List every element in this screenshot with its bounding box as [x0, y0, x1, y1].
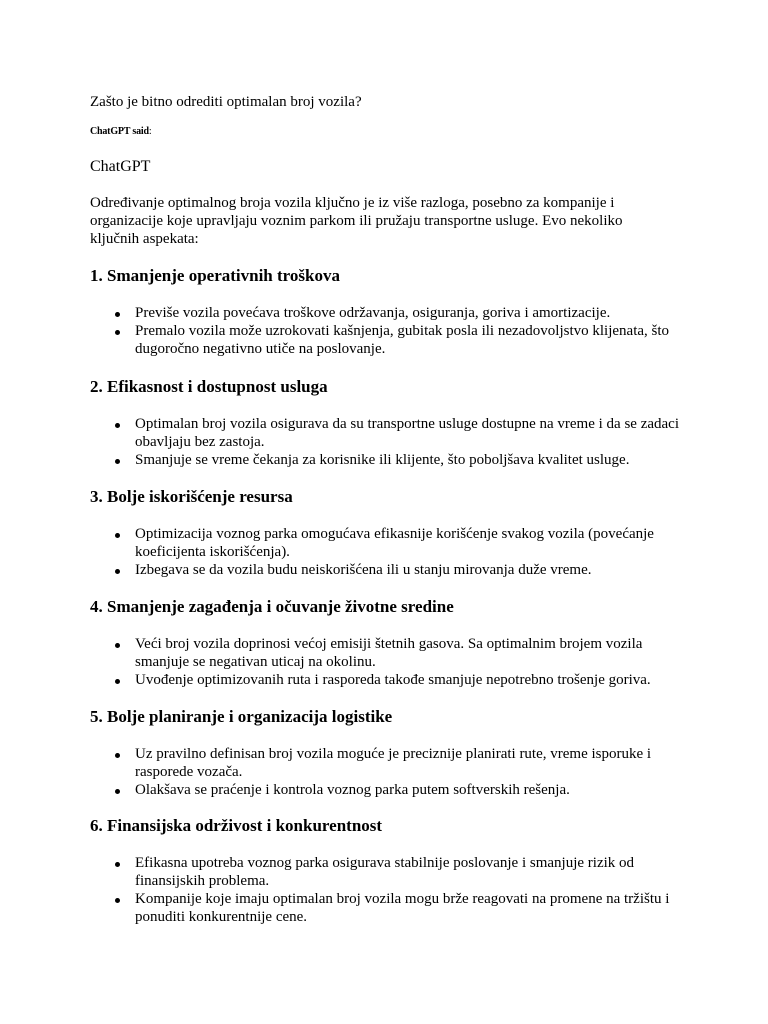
list-item: Izbegava se da vozila budu neiskorišćena ili u stanju mirovanja duže vreme.	[135, 561, 680, 579]
list-item: Veći broj vozila doprinosi većoj emisiji štetnih gasova. Sa optimalnim brojem vozila smanjuje se negativan uticaj na okolinu.	[135, 635, 680, 671]
section-heading: 3. Bolje iskorišćenje resursa	[90, 487, 293, 506]
bullet-list	[90, 304, 690, 358]
chatgpt-brand-label: ChatGPT	[90, 158, 151, 175]
list-item: Premalo vozila može uzrokovati kašnjenja, gubitak posla ili nezadovoljstvo klijenata, što dugoročno negativno utiče na poslovanje.	[135, 322, 680, 358]
section-logistics-planning	[90, 707, 690, 799]
list-item: Uz pravilno definisan broj vozila moguće je preciznije planirati rute, vreme isporuke i rasporede vozača.	[135, 745, 680, 781]
section-resource-utilization	[90, 487, 690, 579]
section-heading: 1. Smanjenje operativnih troškova	[90, 266, 340, 285]
section-heading: 2. Efikasnost i dostupnost usluga	[90, 377, 328, 396]
section-pollution-environment	[90, 597, 690, 689]
list-item: Optimizacija voznog parka omogućava efikasnije korišćenje svakog vozila (povećanje koeficijenta iskorišćenja).	[135, 525, 680, 561]
said-label-bold: ChatGPT said	[90, 126, 149, 137]
section-financial-sustainability	[90, 816, 690, 926]
list-item: Previše vozila povećava troškove održavanja, osiguranja, goriva i amortizacije.	[135, 304, 680, 322]
bullet-list	[90, 525, 690, 579]
list-item: Optimalan broj vozila osigurava da su transportne usluge dostupne na vreme i da se zadaci obavljaju bez zastoja.	[135, 416, 679, 450]
bullet-list	[90, 854, 690, 926]
said-label-colon: :	[148, 126, 152, 137]
list-item: Smanjuje se vreme čekanja za korisnike ili klijente, što poboljšava kvalitet usluge.	[135, 451, 680, 469]
intro-paragraph: Određivanje optimalnog broja vozila ključno je iz više razloga, posebno za kompanije i organizacije koje upravljaju voznim parkom ili pružaju transportne usluge. Evo nekoliko ključnih aspekata:	[90, 195, 623, 247]
bullet-list	[90, 635, 690, 689]
list-item: Olakšava se praćenje i kontrola voznog parka putem softverskih rešenja.	[135, 781, 680, 799]
bullet-list	[90, 745, 690, 799]
section-operating-costs	[90, 266, 690, 358]
section-service-efficiency	[90, 377, 690, 469]
chatgpt-said-label	[90, 126, 151, 138]
list-item: Uvođenje optimizovanih ruta i rasporeda takođe smanjuje nepotrebno trošenje goriva.	[135, 671, 680, 689]
list-item: Kompanije koje imaju optimalan broj vozila mogu brže reagovati na promene na tržištu i ponuditi konkurentnije cene.	[135, 890, 680, 926]
section-heading: 4. Smanjenje zagađenja i očuvanje životne sredine	[90, 597, 454, 616]
section-heading: 6. Finansijska održivost i konkurentnost	[90, 816, 383, 835]
bullet-list	[90, 415, 690, 469]
list-item: Efikasna upotreba voznog parka osigurava stabilnije poslovanje i smanjuje rizik od finansijskih problema.	[135, 854, 680, 890]
user-question: Zašto je bitno odrediti optimalan broj vozila?	[90, 94, 362, 110]
section-heading: 5. Bolje planiranje i organizacija logistike	[90, 707, 393, 726]
